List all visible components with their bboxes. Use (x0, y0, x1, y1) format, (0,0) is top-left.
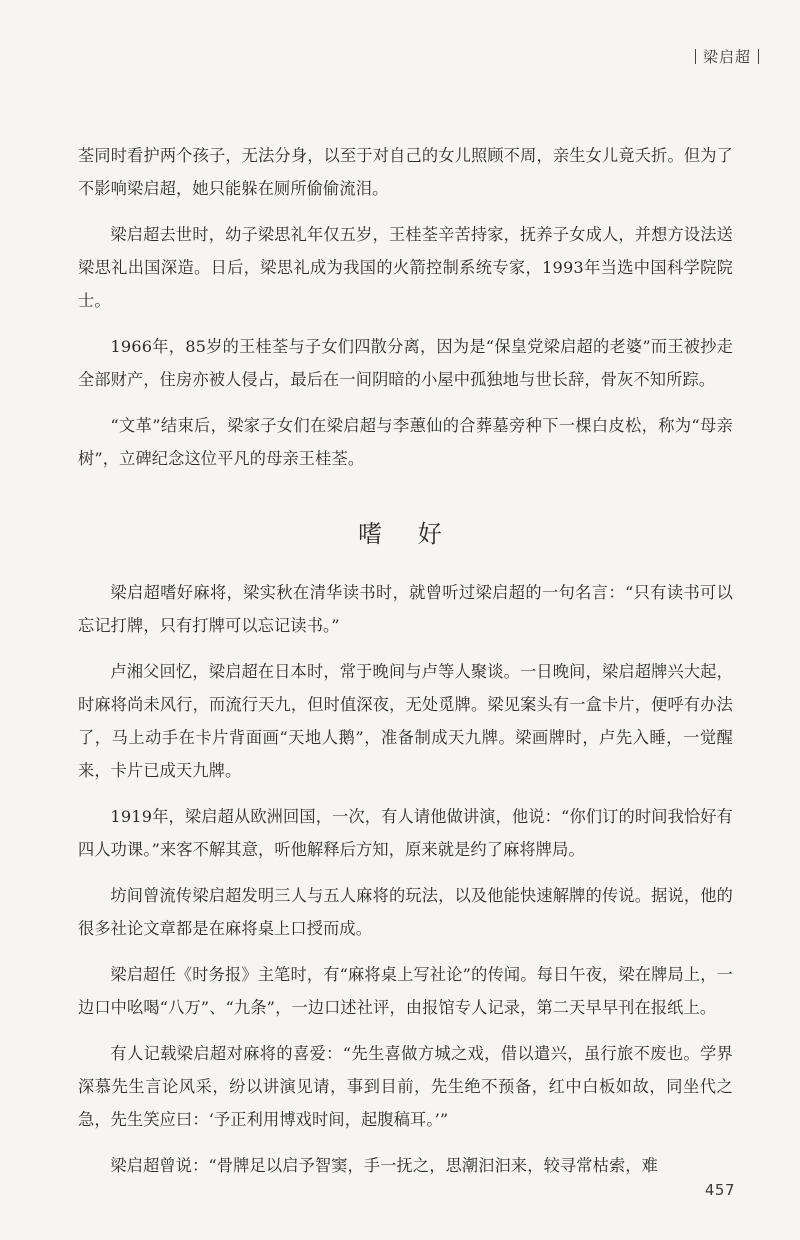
paragraph: 卢湘父回忆，梁启超在日本时，常于晚间与卢等人聚谈。一日晚间，梁启超牌兴大起，时麻将尚未风行，而流行天九，但时值深夜，无处觅牌。梁见案头有一盒卡片，便呼有办法了，马上动手在卡片背面画“天地人鹅”，准备制成天九牌。梁画牌时，卢先入睡，一觉醒来，卡片已成天九牌。 (78, 662, 733, 780)
running-header (688, 46, 766, 67)
paragraph: 1919年，梁启超从欧洲回国，一次，有人请他做讲演，他说：“你们订的时间我恰好有四人功课。”来客不解其意，听他解释后方知，原来就是约了麻将牌局。 (78, 807, 733, 859)
header-divider-left (695, 49, 696, 64)
paragraph: 梁启超任《时务报》主笔时，有“麻将桌上写社论”的传闻。每日午夜，梁在牌局上，一边口中吆喝“八万”、“九条”，一边口述社评，由报馆专人记录，第二天早早刊在报纸上。 (78, 965, 733, 1017)
paragraph: “文革”结束后，梁家子女们在梁启超与李蕙仙的合葬墓旁种下一棵白皮松，称为“母亲树”，立碑纪念这位平凡的母亲王桂荃。 (78, 416, 733, 468)
paragraph: 梁启超曾说：“骨牌足以启予智窦，手一抚之，思潮汩汩来，较寻常枯索，难 (110, 1156, 658, 1175)
section-2-text (78, 576, 733, 1195)
section-1-text (78, 139, 733, 488)
page-number: 457 (704, 1181, 735, 1199)
paragraph: 1966年，85岁的王桂荃与子女们四散分离，因为是“保皇党梁启超的老婆”而王被抄走全部财产，住房亦被人侵占，最后在一间阴暗的小屋中孤独地与世长辞，骨灰不知所踪。 (78, 337, 733, 389)
paragraph: 梁启超去世时，幼子梁思礼年仅五岁，王桂荃辛苦持家，抚养子女成人，并想方设法送梁思礼出国深造。日后，梁思礼成为我国的火箭控制系统专家，1993年当选中国科学院院士。 (78, 225, 733, 310)
header-divider-right (758, 49, 759, 64)
section-title: 嗜 好 (358, 520, 456, 548)
paragraph: 有人记载梁启超对麻将的喜爱：“先生喜做方城之戏，借以遣兴，虽行旅不废也。学界深慕先生言论风采，纷以讲演见请，事到目前，先生绝不预备，红中白板如故，同坐代之急，先生笑应曰：‘予正利用博戏时间，起腹稿耳。’” (78, 1044, 733, 1129)
paragraph: 梁启超嗜好麻将，梁实秋在清华读书时，就曾听过梁启超的一句名言：“只有读书可以忘记打牌，只有打牌可以忘记读书。” (78, 583, 733, 635)
paragraph: 坊间曾流传梁启超发明三人与五人麻将的玩法，以及他能快速解牌的传说。据说，他的很多社论文章都是在麻将桌上口授而成。 (78, 886, 733, 938)
paragraph: 荃同时看护两个孩子，无法分身，以至于对自己的女儿照顾不周，亲生女儿竟夭折。但为了不影响梁启超，她只能躲在厕所偷偷流泪。 (78, 146, 733, 198)
running-header-title: 梁启超 (702, 48, 751, 66)
